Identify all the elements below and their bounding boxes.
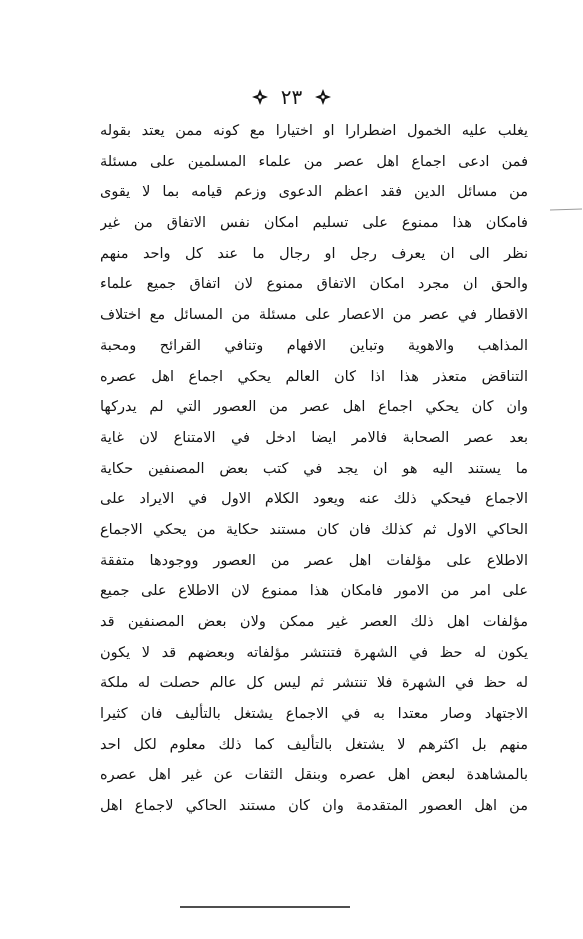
text-line: فمن ادعى اجماع اهل عصر من علماء المسلمين على مسئلة	[100, 153, 528, 170]
bottom-rule-divider	[180, 905, 350, 909]
page-number-header	[0, 82, 583, 110]
text-line: فامكان هذا ممنوع على تسليم امكان نفس الاتفاق من غير	[100, 215, 528, 232]
right-flourish-icon	[314, 88, 332, 106]
text-line: وان كان يحكي اجماع اهل عصر من العصور التي لم يدركها	[100, 399, 528, 416]
margin-scan-mark	[548, 204, 583, 216]
text-line: التناقض متعذر هذا اذا كان العالم يحكي اجماع اهل عصره	[100, 368, 528, 385]
body-text	[100, 116, 528, 822]
text-line: الاجتهاد وصار معتدا به في الاجماع يشتغل بالتأليف فان كثيرا	[100, 706, 528, 723]
text-line: له حظ في الشهرة فلا تنتشر ثم ليس كل عالم حصلت له ملكة	[100, 675, 528, 692]
text-line: بعد عصر الصحابة فالامر ايضا ادخل في الامتناع لان غاية	[100, 429, 528, 446]
text-line: من مسائل الدين فقد اعظم الدعوى وزعم قيامه بما لا يقوى	[100, 184, 528, 201]
text-line: بالمشاهدة لبعض اهل عصره وبنقل الثقات عن غير اهل عصره	[100, 767, 528, 784]
text-line: يغلب عليه الخمول اضطرارا او اختيارا مع كونه ممن يعتد بقوله	[100, 123, 528, 139]
page-number: ٢٣	[280, 84, 303, 109]
left-flourish-icon	[251, 88, 269, 106]
text-line: يكون له حظ في الشهرة فتنتشر مؤلفاته وبعضهم قد لا يكون	[100, 644, 528, 661]
text-line: المذاهب والاهوية وتباين الافهام وتنافي القرائح ومحبة	[100, 337, 528, 354]
text-line: الاجماع فيحكي ذلك عنه ويعود الكلام الاول في الايراد على	[100, 491, 528, 508]
text-line: نظر الى ان يعرف رجل او رجال ما عند كل واحد منهم	[100, 245, 528, 262]
text-line: الاطلاع على مؤلفات اهل عصر من العصور ووجودها متفقة	[100, 552, 528, 569]
text-line: منهم بل اكثرهم لا يشتغل بالتأليف كما ذلك معلوم لكل احد	[100, 736, 528, 753]
text-line: مؤلفات اهل ذلك العصر غير ممكن ولان بعض المصنفين قد	[100, 614, 528, 630]
text-line: الاقطار في عصر من الاعصار على مسئلة من المسائل مع اختلاف	[100, 307, 528, 324]
text-line: من اهل العصور المتقدمة وان كان مستند الحاكي لاجماع اهل	[100, 798, 528, 815]
text-line: والحق ان مجرد امكان الاتفاق ممنوع لان اتفاق جميع علماء	[100, 276, 528, 293]
text-line: ما يستند اليه هو ان يجد في كتب بعض المصنفين حكاية	[100, 460, 528, 477]
text-line: على امر من الامور فامكان هذا ممنوع لان الاطلاع على جميع	[100, 583, 528, 600]
text-line: الحاكي الاول ثم كذلك فان كان مستند حكاية من يحكي الاجماع	[100, 521, 528, 538]
